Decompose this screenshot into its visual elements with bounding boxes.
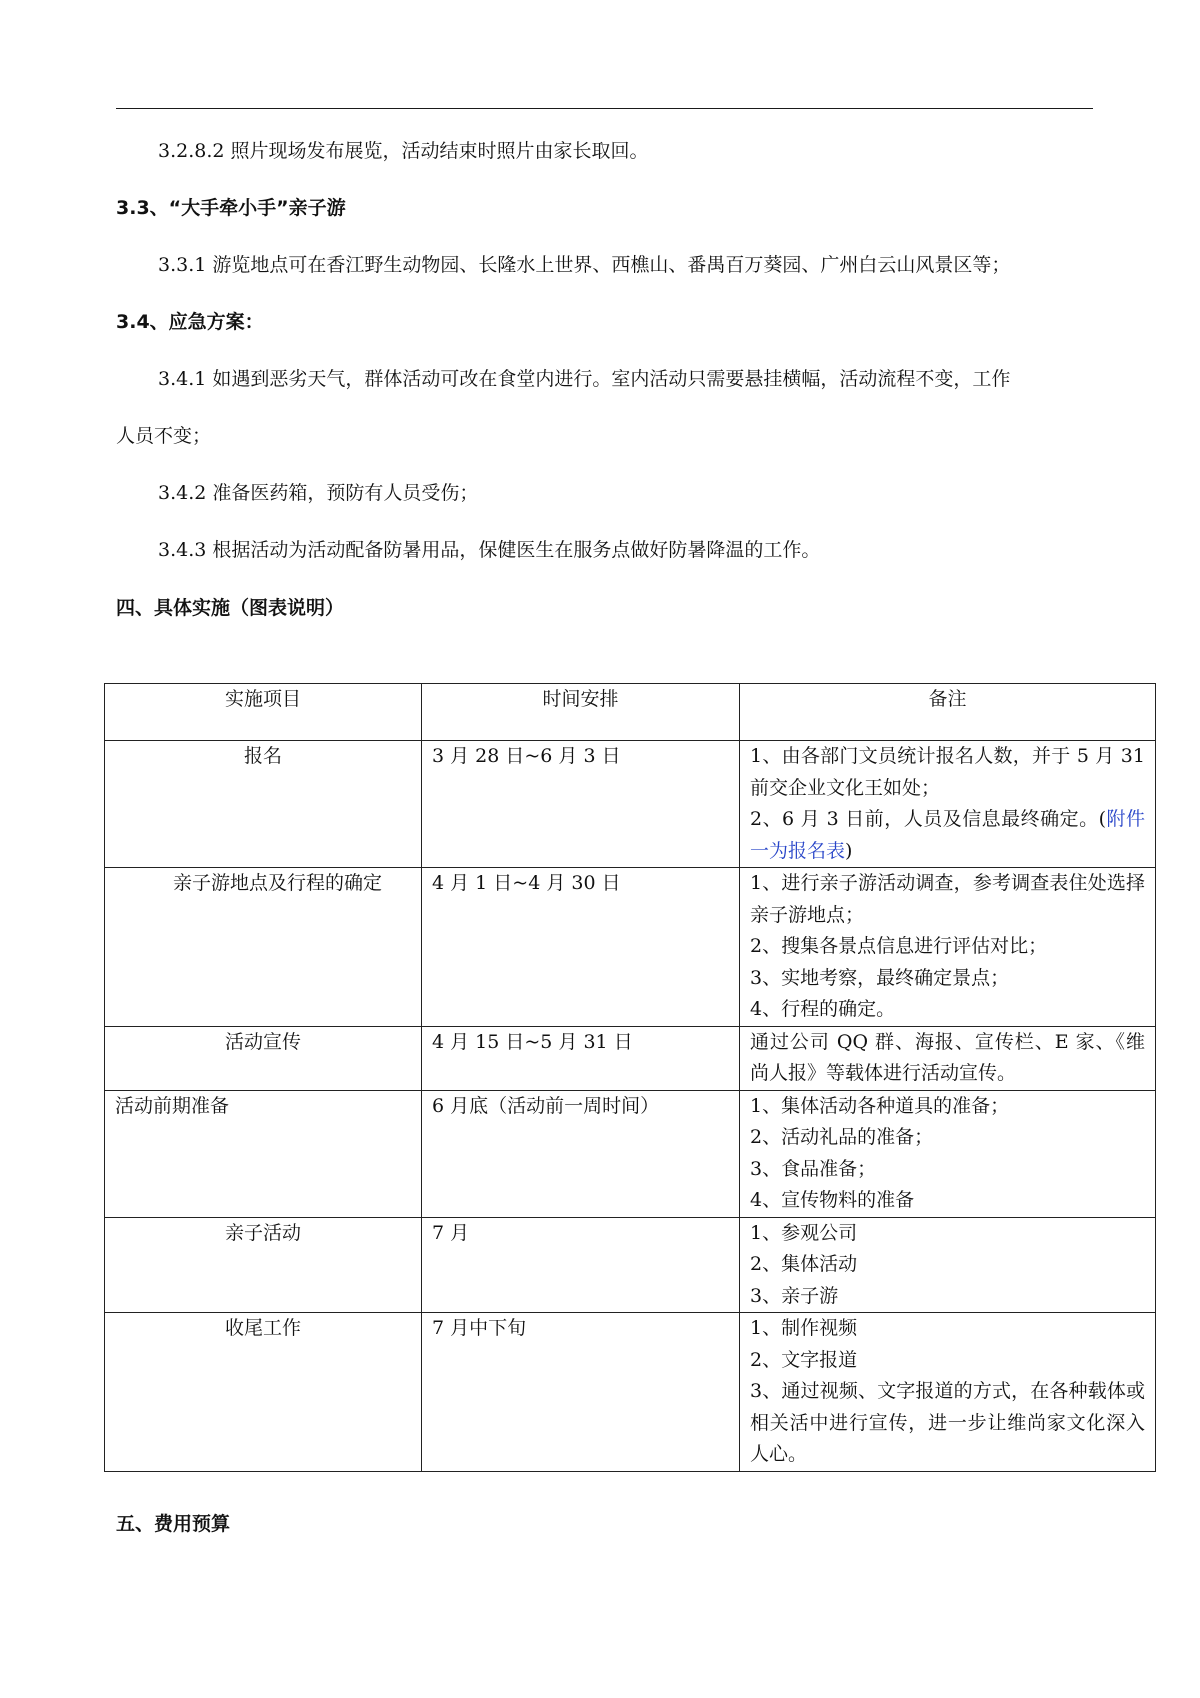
note-line: 2、集体活动 bbox=[750, 1253, 858, 1275]
table-row bbox=[105, 741, 1156, 868]
table-row bbox=[105, 1090, 1156, 1217]
row-time: 6 月底（活动前一周时间） bbox=[422, 1090, 740, 1217]
row-item: 报名 bbox=[105, 741, 422, 868]
table-row bbox=[105, 1217, 1156, 1313]
row-item: 亲子活动 bbox=[105, 1217, 422, 1313]
note-text: 2、6 月 3 日前，人员及信息最终确定。( bbox=[750, 808, 1107, 830]
row-time: 7 月中下旬 bbox=[422, 1313, 740, 1472]
heading-section-4: 四、具体实施（图表说明） bbox=[116, 597, 345, 619]
note-line: 1、集体活动各种道具的准备； bbox=[750, 1094, 1010, 1117]
header-notes: 备注 bbox=[740, 684, 1156, 741]
header-time: 时间安排 bbox=[422, 684, 740, 741]
heading-3-4: 3.4、应急方案： bbox=[116, 311, 264, 333]
note-line: 1、参观公司 bbox=[750, 1221, 858, 1244]
row-notes bbox=[740, 868, 1156, 1027]
note-line: 通过公司 QQ 群、海报、宣传栏、E 家、《维尚人报》等载体进行活动宣传。 bbox=[750, 1030, 1145, 1084]
table-row bbox=[105, 868, 1156, 1027]
row-notes bbox=[740, 1090, 1156, 1217]
attachment-link[interactable]: 附件一为报名表 bbox=[750, 808, 1145, 862]
header-item: 实施项目 bbox=[105, 684, 422, 741]
note-text: ) bbox=[845, 839, 853, 862]
note-line: 3、通过视频、文字报道的方式，在各种载体或相关活中进行宣传，进一步让维尚家文化深入人心。 bbox=[750, 1380, 1145, 1465]
note-line: 1、由各部门文员统计报名人数，并于 5 月 31 前交企业文化王如处； bbox=[750, 745, 1145, 799]
row-notes bbox=[740, 741, 1156, 868]
note-line: 2、搜集各景点信息进行评估对比； bbox=[750, 935, 1048, 957]
implementation-table bbox=[104, 683, 1156, 1472]
table-row bbox=[105, 1026, 1156, 1090]
row-item: 活动前期准备 bbox=[105, 1090, 422, 1217]
row-notes bbox=[740, 1217, 1156, 1313]
row-item: 亲子游地点及行程的确定 bbox=[105, 868, 422, 1027]
table-header-row bbox=[105, 684, 1156, 741]
note-line: 3、食品准备； bbox=[750, 1157, 877, 1180]
note-line: 4、宣传物料的准备 bbox=[750, 1189, 915, 1211]
note-line: 1、进行亲子游活动调查，参考调查表住处选择亲子游地点； bbox=[750, 872, 1145, 926]
note-line: 2、活动礼品的准备； bbox=[750, 1126, 934, 1148]
paragraph-3-4-3: 3.4.3 根据活动为活动配备防暑用品，保健医生在服务点做好防暑降温的工作。 bbox=[158, 539, 821, 561]
row-time: 4 月 1 日~4 月 30 日 bbox=[422, 868, 740, 1027]
note-line: 2、文字报道 bbox=[750, 1348, 858, 1371]
paragraph-3-4-1-line1: 3.4.1 如遇到恶劣天气，群体活动可改在食堂内进行。室内活动只需要悬挂横幅，活动流程不变，工作 bbox=[158, 368, 1011, 390]
row-item: 收尾工作 bbox=[105, 1313, 422, 1472]
row-item: 活动宣传 bbox=[105, 1026, 422, 1090]
note-line bbox=[750, 804, 1145, 867]
paragraph-3-2-8-2: 3.2.8.2 照片现场发布展览，活动结束时照片由家长取回。 bbox=[158, 140, 649, 162]
heading-3-3: 3.3、“大手牵小手”亲子游 bbox=[116, 197, 346, 219]
paragraph-3-4-2: 3.4.2 准备医药箱，预防有人员受伤； bbox=[158, 482, 479, 504]
row-notes bbox=[740, 1313, 1156, 1472]
note-line: 3、亲子游 bbox=[750, 1284, 839, 1307]
paragraph-3-3-1: 3.3.1 游览地点可在香江野生动物园、长隆水上世界、西樵山、番禺百万葵园、广州白云山风景区等； bbox=[158, 254, 1011, 276]
note-line: 3、实地考察，最终确定景点； bbox=[750, 966, 1010, 989]
header-rule bbox=[116, 108, 1093, 109]
row-time: 3 月 28 日~6 月 3 日 bbox=[422, 741, 740, 868]
table-row bbox=[105, 1313, 1156, 1472]
heading-section-5: 五、费用预算 bbox=[116, 1513, 231, 1535]
paragraph-3-4-1-line2: 人员不变； bbox=[116, 425, 212, 447]
row-time: 4 月 15 日~5 月 31 日 bbox=[422, 1026, 740, 1090]
row-notes bbox=[740, 1026, 1156, 1090]
note-line: 1、制作视频 bbox=[750, 1317, 858, 1339]
note-line: 4、行程的确定。 bbox=[750, 998, 896, 1020]
row-time: 7 月 bbox=[422, 1217, 740, 1313]
